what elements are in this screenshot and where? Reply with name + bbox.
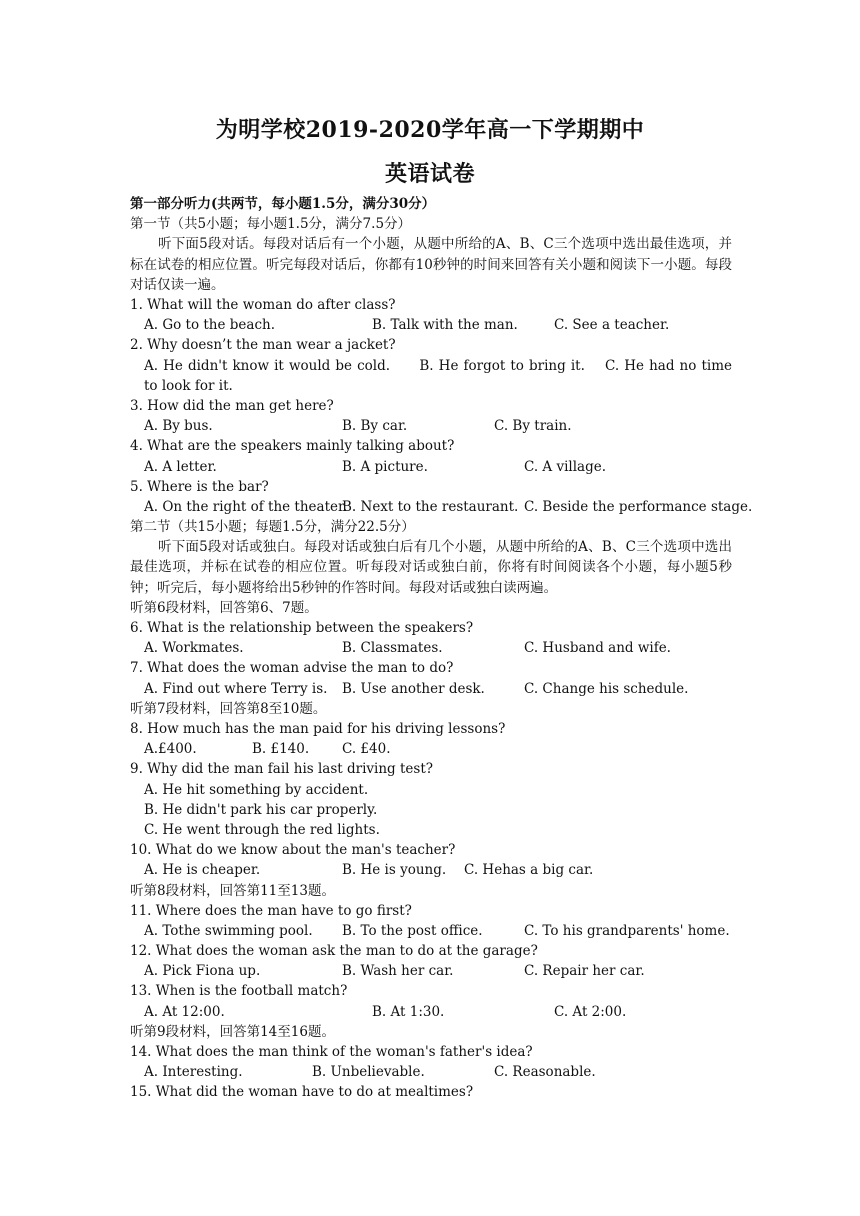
option-b: B. He didn't park his car properly. <box>144 801 378 818</box>
option-c: C. Reasonable. <box>494 1064 596 1081</box>
option-b: B. To the post office. <box>342 922 483 939</box>
section1-heading: 第一节（共5小题；每小题1.5分，满分7.5分） <box>130 216 412 233</box>
question-10-options <box>130 860 732 880</box>
option-a: A.£400. <box>144 741 197 758</box>
option-c: C. Husband and wife. <box>524 640 671 657</box>
section2-instructions: 听下面5段对话或独白。每段对话或独白后有几个小题，从题中所给的A、B、C三个选项中选出最佳选项，并标在试卷的相应位置。听每段对话或独白前，你将有时间阅读各个小题，每小题5秒钟；听完后，每小题将给出5秒钟的作答时间。每段对话或独白读两遍。 <box>130 539 732 596</box>
option-c: C. To his grandparents' home. <box>524 922 730 939</box>
exam-title: 为明学校2019-2020学年高一下学期期中 <box>215 117 645 143</box>
option-a: A. A letter. <box>144 458 217 475</box>
question-1-options <box>130 315 732 335</box>
option-c: C. A village. <box>524 458 607 475</box>
option-b: B. A picture. <box>342 458 428 475</box>
option-a: A. Pick Fiona up. <box>144 963 261 980</box>
question-14-options <box>130 1062 732 1082</box>
question-12: 12. What does the woman ask the man to do at the garage? <box>130 943 538 960</box>
option-a: A. By bus. <box>144 418 213 435</box>
option-a: A. Find out where Terry is. <box>144 680 328 697</box>
option-a: A. Tothe swimming pool. <box>144 922 313 939</box>
option-b: B. He is young. <box>342 862 447 879</box>
option-b: B. At 1:30. <box>372 1003 445 1020</box>
option-a: A. On the right of the theater. <box>144 498 348 515</box>
question-2-options: A. He didn't know it would be cold. B. He forgot to bring it. C. He had no time to look for it. <box>144 357 732 394</box>
material-9-heading: 听第9段材料，回答第14至16题。 <box>130 1023 335 1040</box>
option-c: C. By train. <box>494 418 572 435</box>
question-4: 4. What are the speakers mainly talking about? <box>130 438 455 455</box>
option-c: C. Change his schedule. <box>524 680 689 697</box>
question-8: 8. How much has the man paid for his driving lessons? <box>130 721 506 737</box>
option-b: B. Wash her car. <box>342 963 454 980</box>
question-11-options <box>130 921 732 941</box>
question-3: 3. How did the man get here? <box>130 397 334 414</box>
question-13-options <box>130 1002 732 1022</box>
option-c: C. He went through the red lights. <box>144 821 380 838</box>
option-c: C. See a teacher. <box>554 317 670 334</box>
question-15: 15. What did the woman have to do at mealtimes? <box>130 1084 474 1101</box>
question-11: 11. Where does the man have to go first? <box>130 902 412 919</box>
option-c: C. £40. <box>342 741 391 758</box>
question-5: 5. Where is the bar? <box>130 478 269 495</box>
question-7: 7. What does the woman advise the man to do? <box>130 660 454 677</box>
option-b: B. Unbelievable. <box>312 1064 425 1081</box>
option-c: C. Hehas a big car. <box>464 862 594 879</box>
material-6-heading: 听第6段材料，回答第6、7题。 <box>130 599 318 616</box>
exam-subtitle: 英语试卷 <box>384 161 475 187</box>
question-12-options <box>130 961 732 981</box>
option-a: A. Interesting. <box>144 1064 243 1081</box>
option-b: B. Next to the restaurant. <box>342 498 519 515</box>
option-a: A. At 12:00. <box>144 1003 225 1020</box>
option-b: B. By car. <box>342 418 408 435</box>
question-9: 9. Why did the man fail his last driving test? <box>130 761 433 778</box>
question-6-options <box>130 638 732 658</box>
option-b: B. Use another desk. <box>342 680 485 697</box>
option-a: A. He hit something by accident. <box>144 781 369 798</box>
exam-content <box>130 194 753 1103</box>
option-a: A. Go to the beach. <box>144 317 276 334</box>
option-c: C. Repair her car. <box>524 963 645 980</box>
question-4-options <box>130 457 732 477</box>
question-1: 1. What will the woman do after class? <box>130 296 396 313</box>
material-8-heading: 听第8段材料，回答第11至13题。 <box>130 882 335 899</box>
question-14: 14. What does the man think of the woman's father's idea? <box>130 1044 533 1060</box>
option-b: B. £140. <box>252 741 310 758</box>
question-3-options <box>130 416 732 436</box>
option-a: A. Workmates. <box>144 640 244 657</box>
option-c: C. At 2:00. <box>554 1003 627 1020</box>
question-5-options <box>130 497 753 517</box>
question-6: 6. What is the relationship between the speakers? <box>130 620 474 637</box>
option-b: B. Talk with the man. <box>372 317 518 334</box>
option-c: C. Beside the performance stage. <box>524 498 753 515</box>
option-b: B. Classmates. <box>342 640 443 657</box>
part1-heading: 第一部分听力(共两节，每小题1.5分，满分30分） <box>130 196 436 212</box>
question-2: 2. Why doesn’t the man wear a jacket? <box>130 337 396 354</box>
question-10: 10. What do we know about the man's teacher? <box>130 842 456 859</box>
material-7-heading: 听第7段材料，回答第8至10题。 <box>130 700 327 717</box>
section1-instructions: 听下面5段对话。每段对话后有一个小题，从题中所给的A、B、C三个选项中选出最佳选项，并标在试卷的相应位置。听完每段对话后，你都有10秒钟的时间来回答有关小题和阅读下一小题。每段对话仅读一遍。 <box>130 236 732 293</box>
question-8-options <box>130 739 732 759</box>
question-13: 13. When is the football match? <box>130 983 348 1000</box>
option-a: A. He is cheaper. <box>144 862 261 879</box>
question-7-options <box>130 679 732 699</box>
section2-heading: 第二节（共15小题；每题1.5分，满分22.5分） <box>130 519 415 536</box>
